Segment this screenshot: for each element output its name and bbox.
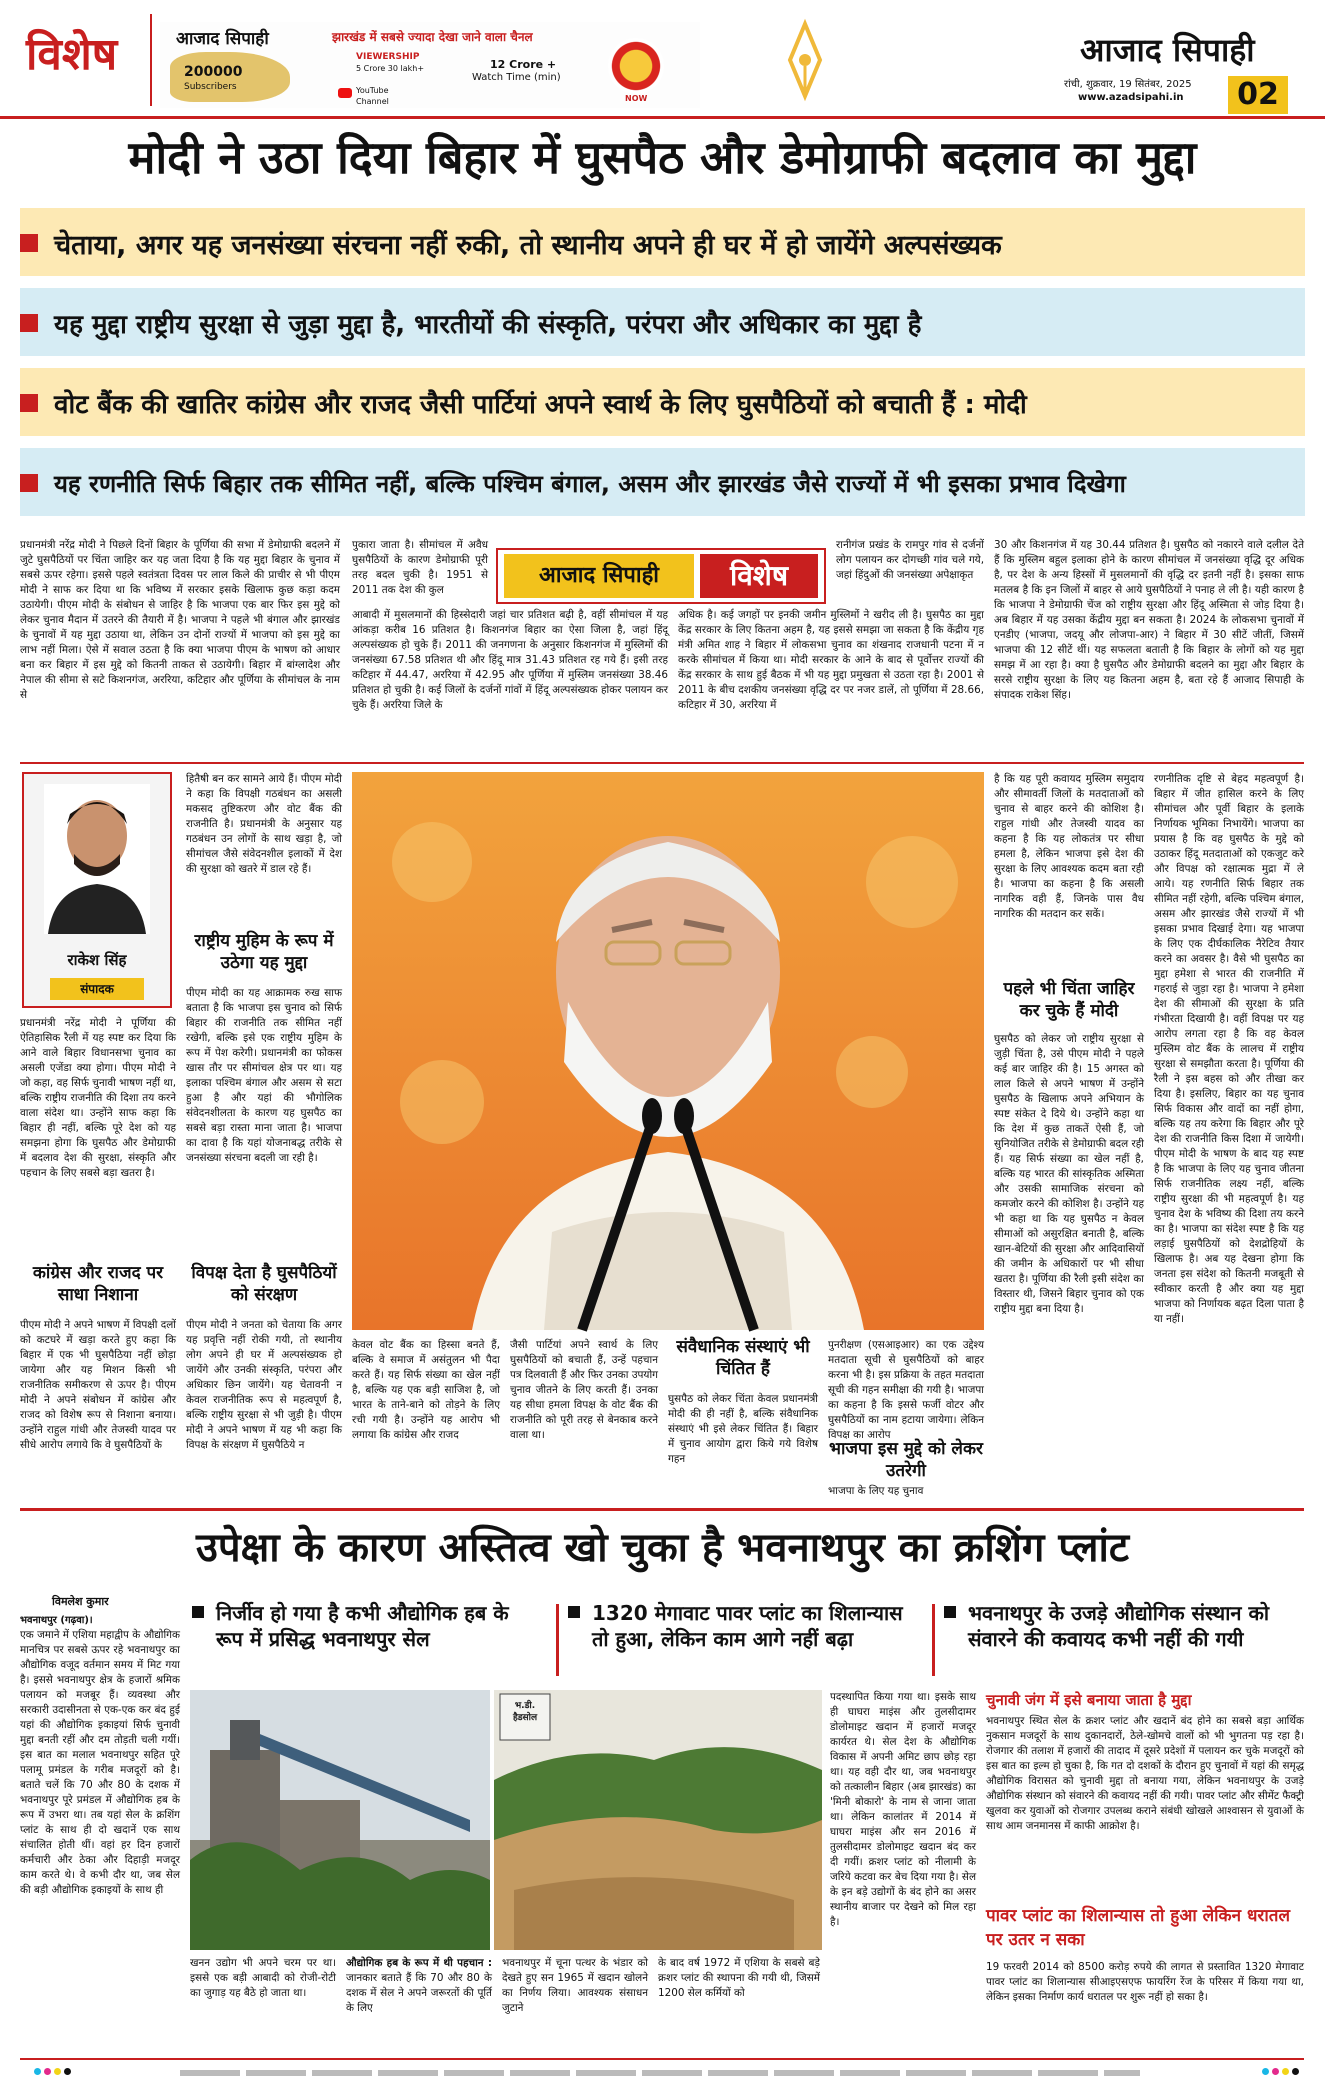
special-badge xyxy=(496,548,826,604)
subscriber-count: 200000 xyxy=(184,64,243,80)
intro-column-2a: पुकारा जाता है। सीमांचल में अवैध घुसपैठियों के कारण डेमोग्राफी पूरी तरह बदल चुकी है। 1951 से 2011 तक देश की कुल xyxy=(352,539,488,596)
second-headline: उपेक्षा के कारण अस्तित्व खो चुका है भवनाथपुर का क्रशिंग प्लांट xyxy=(195,1525,1130,1571)
website-link[interactable]: www.azadsipahi.in xyxy=(1078,92,1184,103)
bullet-square-icon xyxy=(20,394,38,412)
caption-column-4: के बाद वर्ष 1972 में एशिया के सबसे बड़े क्रशर प्लांट की स्थापना की गयी थी, जिसमें 1200 सेल कर्मियों को xyxy=(658,1957,820,1999)
second-column-1: एक जमाने में एशिया महाद्वीप के औद्योगिक मानचित्र पर सबसे ऊपर रहे भवनाथपुर का औद्योगिक वजूद वर्तमान समय में मिट गया है। इससे भवनाथपुर क्षेत्र के हजारों श्रमिक पलायन को मजबूर हैं। व्यवस्था और सरकारी उदासीनता से एक-एक कर बंद हुई यहां की औद्योगिक इकाइयां सिर्फ चुनावी मुद्दा बनती रहीं और दम तोड़ती चली गयीं। इस बात का मलाल भवनाथपुर सहित पूरे पलामू प्रमंडल के गरीब मजदूरों को है। बताते चलें कि 70 और 80 के दशक में भवनाथपुर पूरे प्रमंडल में औद्योगिक हब के रूप में उभरा था। तब यहां सेल के क्रशिंग प्लांट के साथ ही दो खदानें एक साथ संचालित होती थीं। वहां हर दिन हजारों कर्मचारी और ठेका और दिहाड़ी मजदूर काम करते थे। वे कभी दौर था, जब सेल की बड़ी औद्योगिक इकाइयों के साथ ही xyxy=(20,1629,180,1896)
print-registration-marks xyxy=(1262,2068,1299,2075)
second-column-3: पदस्थापित किया गया था। इसके साथ ही घाघरा माइंस और तुलसीदामर डोलोमाइट खदान में हजारों मजदूर कार्यरत थे। सेल देश के औद्योगिक विकास में अपनी अमिट छाप छोड़ रहा था। यह वही दौर था, जब भवनाथपुर को तत्कालीन बिहार (अब झारखंड) का 'मिनी बोकारो' के नाम से जाना जाता था। लेकिन कालांतर में 2014 में घाघरा माइंस और सन 2016 में तुलसीदामर डोलोमाइट खदान बंद कर दी गयीं। क्रशर प्लांट को नीलामी के जरिये कटवा कर बेच दिया गया है। सेल के इन बड़े उद्योगों के बंद होने का असर स्थानीय बाजार पर देखने को मिल रहा है। xyxy=(830,1691,976,1928)
badge-brand: आजाद सिपाही xyxy=(504,554,694,598)
author-photo-box xyxy=(22,772,172,1008)
author-name: राकेश सिंह xyxy=(67,951,127,969)
byline: विमलेश कुमार xyxy=(52,1595,109,1608)
viewership-label: VIEWERSHIP xyxy=(356,52,420,62)
caption-column-2 xyxy=(346,1956,492,2042)
badge-section: विशेष xyxy=(700,554,818,598)
caption-column-1: खनन उद्योग भी अपने चरम पर था। इससे एक बड़ी आबादी को रोजी-रोटी का जुगाड़ यह बैठे हो जाता था। xyxy=(190,1957,336,1999)
body-column-7b: घुसपैठ को लेकर जो राष्ट्रीय सुरक्षा से जुड़ी चिंता है, उसे पीएम मोदी ने पहले कई बार जाहिर की है। 15 अगस्त को लाल किले से अपने भाषण में उन्होंने घुसपैठ के खिलाफ अपने अभियान के स्पष्ट संकेत दे दिये थे। उन्होंने कहा था कि देश में कुछ ताकतें ऐसी हैं, जो सुनियोजित तरीके से डेमोग्राफी बदल रही हैं। यह सिर्फ संख्या का खेल नहीं है, बल्कि यह भारत की सांस्कृतिक अस्मिता और उसकी सामाजिक संरचना को कमजोर करने की कोशिश है। उन्होंने यह भी कहा था कि यह घुसपैठ न केवल सीमाओं को असुरक्षित बनाती है, बल्कि खान-बेटियों की सुरक्षा और आदिवासियों की जमीन के अधिकारों पर भी सीधा खतरा है। पूर्णिया की रैली इसी संदेश का विस्तार थी, जिसने बिहार चुनाव को एक राष्ट्रीय मुद्दा बना दिया है। xyxy=(994,1033,1144,1315)
lead-bullet-text: वोट बैंक की खातिर कांग्रेस और राजद जैसी पार्टियां अपने स्वार्थ के लिए घुसपैठियों को बचाती हैं : मोदी xyxy=(54,390,1027,420)
crusher-plant-photo xyxy=(190,1690,490,1950)
photo-signboard-text: भ.डी. हैडसोल xyxy=(512,1701,538,1723)
youtube-icon xyxy=(338,88,352,98)
lead-bullet-text: यह मुद्दा राष्ट्रीय सुरक्षा से जुड़ा मुद्दा है, भारतीयों की संस्कृति, परंपरा और अधिकार का मुद्दा है xyxy=(54,310,922,340)
author-photo xyxy=(44,784,150,934)
intro-column-2b: आबादी में मुसलमानों की हिस्सेदारी जहां चार प्रतिशत बढ़ी है, वहीं सीमांचल में यह आंकड़ा करीब 16 प्रतिशत है। किशनगंज बिहार का ऐसा जिला है, जहां हिंदू अल्पसंख्यक हो चुके हैं। 2011 की जनगणना के अनुसार किशनगंज में मुस्लिमों की जनसंख्या 67.58 प्रतिशत थी और हिंदू मात्र 31.43 प्रतिशत रह गये हैं। इसी तरह कटिहार में 44.47, अररिया में 42.95 और पूर्णिया में मुस्लिम जनसंख्या 38.46 प्रतिशत हो चुकी है। कई जिलों के दर्जनों गांवों में हिंदू अल्पसंख्यक होकर पलायन कर चुके हैं। अररिया जिले के xyxy=(352,609,668,711)
print-registration-marks xyxy=(34,2068,71,2075)
quarry-photo xyxy=(494,1690,822,1950)
second-subhead-1: चुनावी जंग में इसे बनाया जाता है मुद्दा xyxy=(986,1691,1192,1709)
body-column-7: है कि यह पूरी कवायद मुस्लिम समुदाय और सीमावर्ती जिलों के मतदाताओं को चुनाव से बाहर करने की कोशिश है। राहुल गांधी और तेजस्वी यादव का कहना है कि यह लोकतंत्र पर सीधा हमला है, लेकिन भाजपा इसे देश की सुरक्षा के लिए आवश्यक कदम बता रही है। भाजपा का कहना है कि असली नागरिक वही हैं, जिनके पास वैध नागरिक की मतदान कर सकें। xyxy=(994,773,1144,920)
channel-label: Channel xyxy=(356,97,389,106)
subscriber-label: Subscribers xyxy=(184,82,237,92)
body-column-8: रणनीतिक दृष्टि से बेहद महत्वपूर्ण है। बिहार में जीत हासिल करने के लिए सीमांचल और पूर्वी बिहार के इलाके निर्णायक भूमिका निभायेंगे। भाजपा का प्रयास है कि वह घुसपैठ के मुद्दे को उठाकर हिंदू मतदाताओं को एकजुट करे और विपक्ष को रक्षात्मक मुद्रा में ले आये। यह रणनीति सिर्फ बिहार तक सीमित नहीं रहेगी, बल्कि पश्चिम बंगाल, असम और झारखंड जैसे राज्यों में भी इसका प्रभाव दिखाई देगा। यह भाजपा के लिए एक दीर्घकालिक नैरेटिव तैयार करने का अवसर है। वैसे भी घुसपैठ का मुद्दा हमेशा से भारत की राजनीति में गहराई से जुड़ा रहा है। भाजपा ने हमेशा देश की सीमाओं की सुरक्षा के प्रति गंभीरता दिखायी है। वहीं विपक्ष पर यह आरोप लगता रहा है कि वह केवल मुस्लिम वोट बैंक के लालच में राष्ट्रीय सुरक्षा से समझौता करता है। पूर्णिया की रैली ने इस बहस को और तीखा कर दिया है। इसलिए, बिहार का यह चुनाव सिर्फ विकास और वादों का नहीं होगा, बल्कि यह तय करेगा कि बिहार और पूरे देश की राजनीति किस दिशा में जायेगी। पीएम मोदी के भाषण के बाद यह स्पष्ट है कि भाजपा के लिए यह चुनाव जीतना सिर्फ राजनीतिक लक्ष्य नहीं, बल्कि राष्ट्रीय सुरक्षा की भी महत्वपूर्ण है। यह चुनाव देश के भविष्य की दिशा तय करने का है। भाजपा का संदेश स्पष्ट है कि यह लड़ाई घुसपैठियों को देशद्रोहियों के खिलाफ है। अब यह देखना होगा कि जनता इस संदेश को कितनी मजबूती से स्वीकार करती है और क्या यह मुद्दा भाजपा को निर्णायक बढ़त दिला पाता है या नहीं। xyxy=(1154,773,1304,1325)
channel-ad[interactable] xyxy=(160,22,700,108)
dateline: भवनाथपुर (गढ़वा)। xyxy=(20,1615,93,1626)
lead-bullet xyxy=(20,220,1305,266)
ad-brand: आजाद सिपाही xyxy=(176,29,269,49)
modi-photo xyxy=(352,772,984,1330)
lead-bullet xyxy=(20,300,1305,346)
body-column-3: केवल वोट बैंक का हिस्सा बनते हैं, बल्कि वे समाज में असंतुलन भी पैदा करते हैं। यह सिर्फ संख्या का खेल नहीं है, बल्कि यह एक बड़ी साजिश है, जो भारत के ताने-बाने को तोड़ने के लिए रची गयी है। उन्होंने यह आरोप भी लगाया कि कांग्रेस और राजद xyxy=(352,1339,500,1441)
youtube-label: YouTube xyxy=(356,86,389,95)
subhead-concern-before: पहले भी चिंता जाहिर कर चुके हैं मोदी xyxy=(1003,979,1135,1021)
body-column-2b: पीएम मोदी का यह आक्रामक रुख साफ बताता है कि भाजपा इस चुनाव को सिर्फ बिहार की राजनीति तक सीमित नहीं रखेगी, बल्कि इसे एक राष्ट्रीय मुहिम के रूप में पेश करेगी। प्रधानमंत्री का फोकस खास तौर पर सीमांचल क्षेत्र पर था। यह इलाका पश्चिम बंगाल और असम से सटा हुआ है और यहां की भौगोलिक संवेदनशीलता के कारण यह घुसपैठ का सबसे बड़ा रास्ता माना जाता है। भाजपा का दावा है कि यहां योजनाबद्ध तरीके से जनसंख्या संरचना बदली जा रही है। xyxy=(186,987,342,1164)
intro-column-3b: अधिक है। कई जगहों पर इनकी जमीन मुस्लिमों ने खरीद ली है। घुसपैठ का मुद्दा केंद्र सरकार के लिए कितना अहम है, यह इससे समझा जा सकता है कि केंद्रीय गृह मंत्री अमित शाह ने बिहार में लोकसभा चुनाव का शंखनाद राजधानी पटना में न करके सीमांचल में किया था। मोदी सरकार के आने के बाद से पूर्वोत्तर राज्यों की केंद्र सरकार के साथ हुई बैठक में भी यह मुद्दा प्रमुखता से उठता रहा है। 2001 से 2011 के बीच दशकीय जनसंख्या वृद्धि दर पर नजर डालें, तो पूर्णिया में 28.66, कटिहार में 30, अररिया में xyxy=(678,609,984,711)
lead-bullet xyxy=(20,380,1305,426)
subhead-national-campaign: राष्ट्रीय मुहिम के रूप में उठेगा यह मुद्दा xyxy=(194,931,334,973)
intro-column-3a: रानीगंज प्रखंड के रामपुर गांव से दर्जनों लोग पलायन कर दोगच्छी गांव चले गये, जहां हिंदुओं की जनसंख्या अपेक्षाकृत xyxy=(836,539,984,581)
second-bullet-text: भवनाथपुर के उजड़े औद्योगिक संस्थान को संवारने की कवायद कभी नहीं की गयी xyxy=(968,1601,1269,1651)
watch-time-label: Watch Time (min) xyxy=(472,72,561,83)
second-column-4b: 19 फरवरी 2014 को 8500 करोड़ रुपये की लागत से प्रस्तावित 1320 मेगावाट पावर प्लांट का शिलान्यास सीआइएसएफ फायरिंग रेंज के परिसर में किया गया था, लेकिन इसका निर्माण कार्य धरातल पर शुरू नहीं हो सका है। xyxy=(986,1961,1304,2003)
now-label: NOW xyxy=(625,94,648,103)
date-line: रांची, शुक्रवार, 19 सितंबर, 2025 xyxy=(1064,79,1192,90)
pen-nib-icon xyxy=(760,20,850,100)
bullet-square-icon xyxy=(944,1606,956,1618)
second-bullet-text: निर्जीव हो गया है कभी औद्योगिक हब के रूप में प्रसिद्ध भवनाथपुर सेल xyxy=(216,1601,509,1651)
subhead-congress-rjd: कांग्रेस और राजद पर साधा निशाना xyxy=(32,1263,164,1305)
intro-column-1: प्रधानमंत्री नरेंद्र मोदी ने पिछले दिनों बिहार के पूर्णिया की सभा में डेमोग्राफी बदलने में जुटे घुसपैठियों पर चिंता जाहिर कर यह जता दिया है कि यह मुद्दा बिहार के चुनाव में सबसे ऊपर रहेगा। इससे पहले स्वतंत्रता दिवस पर लाल किले की प्राचीर से भी पीएम मोदी ने साफ कर दिया था कि भविष्य में सरकार इसके खिलाफ कुछ कड़ा कदम उठायेगी। पीएम मोदी के संबोधन से जाहिर है कि भाजपा एक बार फिर इस मुद्दे को लेकर चुनाव मैदान में उतरने की तैयारी में है। भाजपा ने पहले भी बंगाल और झारखंड के चुनावों में यह मुद्दा उठाया था, लेकिन उन दोनों राज्यों में भाजपा को इस मुद्दे का लाभ नहीं मिला। ऐसे में सवाल उठता है कि क्या भाजपा पीएम के भाषण को आधार बना कर बिहार में इस मुद्दे को कितनी ताकत से उठायेगी। बिहार में बांग्लादेश और नेपाल की सीमा से सटे किशनगंज, अररिया, कटिहार और पूर्णिया के सीमांचल के नाम से xyxy=(20,539,340,701)
award-icon xyxy=(608,38,664,94)
body-column-4: जैसी पार्टियां अपने स्वार्थ के लिए घुसपैठियों को बचाती हैं, उन्हें पहचान पत्र दिलवाती हैं और फिर उनका उपयोग चुनाव जीतने के लिए करती हैं। उनका यह सीधा हमला विपक्ष के वोट बैंक की राजनीति को पूरी तरह से बेनकाब करने वाला था। xyxy=(510,1339,658,1441)
lead-bullet xyxy=(20,460,1305,506)
masthead xyxy=(0,0,1325,118)
second-bullet-1 xyxy=(192,1600,552,1680)
bullet-square-icon xyxy=(20,314,38,332)
caption-column-3: भवनाथपुर में चूना पत्थर के भंडार को देखते हुए सन 1965 में खदान खोलने का निर्णय लिया। आवश्यक संसाधन जुटाने xyxy=(502,1957,648,2014)
subhead-constitutional-bodies: संवैधानिक संस्थाएं भी चिंतित हैं xyxy=(676,1337,810,1379)
ad-tagline: झारखंड में सबसे ज्यादा देखा जाने वाला चैनल xyxy=(332,30,533,44)
paper-name: आजाद सिपाही xyxy=(1080,31,1255,69)
jharkhand-map-icon xyxy=(170,52,290,102)
lead-headline: मोदी ने उठा दिया बिहार में घुसपैठ और डेमोग्राफी बदलाव का मुद्दा xyxy=(128,131,1197,184)
intro-column-4: 30 और किशनगंज में यह 30.44 प्रतिशत है। घुसपैठ को नकारने वाले दलील देते हैं कि मुस्लिम बहुल इलाका होने के कारण सीमांचल में जनसंख्या वृद्धि दूर अधिक है, पर देश के अन्य हिस्सों में मुसलमानों की वृद्धि दर इतनी नहीं है। इसका साफ मतलब है कि इन जिलों में बाहर से आये घुसपैठियों ने पनाह ले ली है। यही कारण है कि भाजपा ने डेमोग्राफी चेंज को राष्ट्रीय सुरक्षा और हिंदू अस्मिता से जोड़ दिया है। अब बिहार में यह उसका केंद्रीय मुद्दा बन सकता है। 2024 के लोकसभा चुनावों में एनडीए (भाजपा, जदयू और लोजपा-आर) ने बिहार में 30 सीटें जीतीं, जिसमें भाजपा की 12 सीटें थीं। यह सफलता बताती है कि बिहार के लोगों को यह मुद्दा समझ में आ रहा है। क्या है घुसपैठ और डेमोग्राफी बदलने का मुद्दा और बिहार के सरसे राष्ट्रीय सुरक्षा के लिए यह कितना अहम है, बता रहे हैं आजाद सिपाही के संपादक राकेश सिंह। xyxy=(994,539,1304,701)
second-column-4a: भवनाथपुर स्थित सेल के क्रशर प्लांट और खदानें बंद होने का सबसे बड़ा आर्थिक नुकसान मजदूरों के साथ दुकानदारों, ठेले-खोमचे वालों को भी भुगतना पड़ रहा है। रोजगार की तलाश में हजारों की तादाद में दूसरे प्रदेशों में पलायन कर चुके मजदूरों को इस बात का इल्म हो चुका है, कि गत दो दशकों के दौरान हुए चुनावों में यहां की समृद्ध औद्योगिक विरासत को चुनावी मुद्दा तो बनाया गया, लेकिन भवनाथपुर के उजड़े औद्योगिक संस्थान को संवारने की कवायद नहीं की गयी। पावर प्लांट और सीमेंट फैक्ट्री खुलवा कर युवाओं को रोजगार उपलब्ध कराने संबंधी खोखले आश्वासन से युवाओं के साथ आम जनमानस में काफी आक्रोश है। xyxy=(986,1715,1304,1832)
color-strip xyxy=(180,2070,1140,2076)
bullet-square-icon xyxy=(192,1606,204,1618)
watch-time-value: 12 Crore + xyxy=(490,58,557,71)
body-column-6: पुनरीक्षण (एसआइआर) का एक उद्देश्य मतदाता सूची से घुसपैठियों को बाहर करना भी है। इस प्रक्रिया के तहत मतदाता सूची की गहन समीक्षा की गयी है। भाजपा का कहना है कि इससे फर्जी वोटर और घुसपैठियों का नाम हटाया जायेगा। लेकिन विपक्ष का आरोप xyxy=(828,1339,984,1441)
author-role: संपादक xyxy=(50,978,144,1000)
second-bullet-3 xyxy=(944,1600,1304,1680)
body-column-5: घुसपैठ को लेकर चिंता केवल प्रधानमंत्री मोदी की ही नहीं है, बल्कि संवैधानिक संस्थाएं भी इसे लेकर चिंतित हैं। बिहार में चुनाव आयोग द्वारा किये गये विशेष गहन xyxy=(668,1393,818,1465)
subhead-opposition-protects: विपक्ष देता है घुसपैठियों को संरक्षण xyxy=(191,1263,337,1305)
subhead-bjp-issue: भाजपा इस मुद्दे को लेकर उतरेगी xyxy=(829,1439,983,1481)
viewership-value: 5 Crore 30 lakh+ xyxy=(356,64,425,73)
bullet-square-icon xyxy=(20,234,38,252)
body-column-1: प्रधानमंत्री नरेंद्र मोदी ने पूर्णिया की ऐतिहासिक रैली में यह स्पष्ट कर दिया कि आने वाले बिहार विधानसभा चुनाव का असली एजेंडा क्या होगा। पीएम मोदी ने जो कहा, वह सिर्फ चुनावी भाषण नहीं था, बल्कि राष्ट्रीय राजनीति की दिशा तय करने वाला संदेश था। उन्होंने साफ कहा कि बिहार ही नहीं, बल्कि पूरे देश को यह समझना होगा कि घुसपैठ और डेमोग्राफी में बदलाव देश की सुरक्षा, संस्कृति और पहचान के लिए सबसे बड़ा खतरा है। xyxy=(20,1017,176,1179)
second-bullet-2 xyxy=(568,1600,928,1680)
lead-bullet-text: यह रणनीति सिर्फ बिहार तक सीमित नहीं, बल्कि पश्चिम बंगाल, असम और झारखंड जैसे राज्यों में भी इसका प्रभाव दिखेगा xyxy=(54,469,1126,498)
bullet-square-icon xyxy=(20,474,38,492)
body-column-2c: पीएम मोदी ने जनता को चेताया कि अगर यह प्रवृत्ति नहीं रोकी गयी, तो स्थानीय लोग अपने ही घर में अल्पसंख्यक हो जायेंगे और उनकी संस्कृति, परंपरा और अधिकार छिन जायेंगे। यह चेतावनी न केवल राजनीतिक रूप से महत्वपूर्ण है, बल्कि राष्ट्रीय सुरक्षा से भी जुड़ी है। पीएम मोदी ने अपने भाषण में यह भी कहा कि विपक्ष के संरक्षण में घुसपैठिये न xyxy=(186,1319,342,1451)
body-column-2: हितैषी बन कर सामने आये हैं। पीएम मोदी ने कहा कि विपक्षी गठबंधन का असली मकसद तुष्टिकरण और वोट बैंक की राजनीति है। प्रधानमंत्री के अनुसार यह गठबंधन उन लोगों के साथ खड़ा है, जो सीमांचल जैसे संवेदनशील इलाकों में देश की सुरक्षा को खतरे में डाल रहे हैं। xyxy=(186,773,342,875)
section-label: विशेष xyxy=(26,29,118,80)
body-column-6b: भाजपा के लिए यह चुनाव xyxy=(828,1485,924,1497)
bullet-square-icon xyxy=(568,1606,580,1618)
caption-label: औद्योगिक हब के रूप में थी पहचान : xyxy=(346,1957,492,1969)
second-subhead-2: पावर प्लांट का शिलान्यास तो हुआ लेकिन धरातल पर उतर न सका xyxy=(986,1906,1290,1950)
caption-text: जानकार बताते हैं कि 70 और 80 के दशक में सेल ने अपने जरूरतों की पूर्ति के लिए xyxy=(346,1972,492,2014)
page-number: 02 xyxy=(1228,76,1288,114)
second-bullet-text: 1320 मेगावाट पावर प्लांट का शिलान्यास तो हुआ, लेकिन काम आगे नहीं बढ़ा xyxy=(592,1601,903,1651)
body-column-1b: पीएम मोदी ने अपने भाषण में विपक्षी दलों को कटघरे में खड़ा करते हुए कहा कि बिहार में एक भी घुसपैठिया नहीं छोड़ा जायेगा और यह मिशन किसी भी राजनीतिक समीकरण से ऊपर है। पीएम मोदी ने अपने संबोधन में कांग्रेस और राजद को विशेष रूप से निशाना बनाया। उन्होंने राहुल गांधी और तेजस्वी यादव पर सीधे आरोप लगाये कि वे घुसपैठियों के xyxy=(20,1319,176,1451)
lead-bullet-text: चेताया, अगर यह जनसंख्या संरचना नहीं रुकी, तो स्थानीय अपने ही घर में हो जायेंगे अल्पसंख्यक xyxy=(54,229,1002,261)
